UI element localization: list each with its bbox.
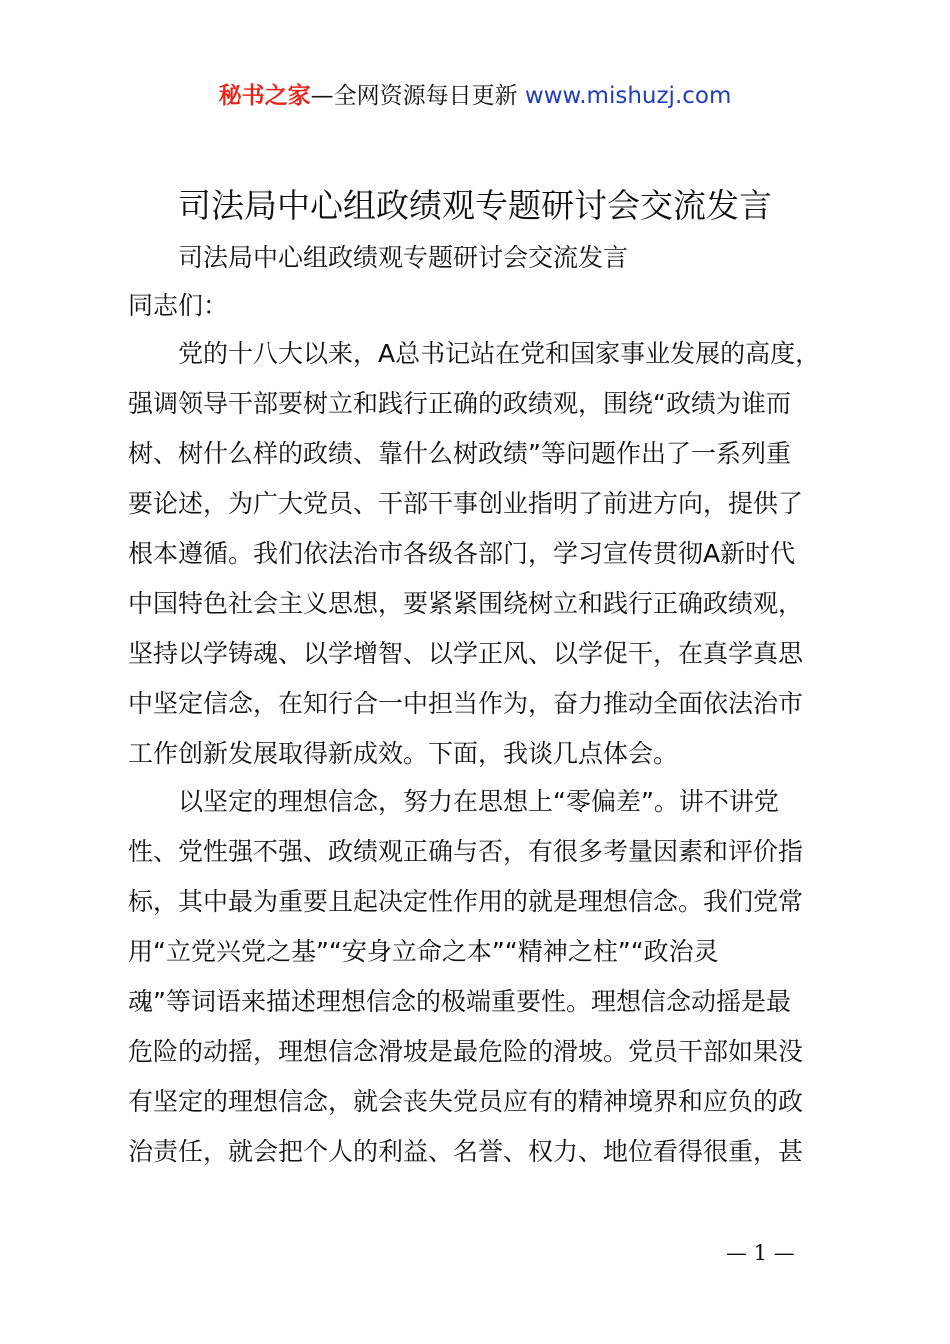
document-title: 司法局中心组政绩观专题研讨会交流发言: [178, 186, 772, 225]
text-line: 危险的动摇，理想信念滑坡是最危险的滑坡。党员干部如果没: [128, 1037, 804, 1066]
text-line: 治责任，就会把个人的利益、名誉、权力、地位看得很重，甚: [128, 1137, 804, 1166]
banner-tagline: —全网资源每日更新: [310, 83, 525, 109]
text-line: 根本遵循。我们依法治市各级各部门，学习宣传贯彻A新时代: [128, 539, 796, 568]
banner-url[interactable]: www.mishuzj.com: [524, 83, 732, 109]
salutation: 同志们：: [128, 291, 229, 320]
site-banner: [0, 78, 950, 114]
text-line: 工作创新发展取得新成效。下面，我谈几点体会。: [128, 739, 679, 768]
text-line: 中国特色社会主义思想，要紧紧围绕树立和践行正确政绩观，: [128, 589, 804, 618]
text-line: 坚持以学铸魂、以学增智、以学正风、以学促干，在真学真思: [128, 639, 804, 668]
text-line: 性、党性强不强、政绩观正确与否，有很多考量因素和评价指: [128, 837, 804, 866]
text-line: 有坚定的理想信念，就会丧失党员应有的精神境界和应负的政: [128, 1087, 804, 1116]
text-line: 强调领导干部要树立和践行正确的政绩观，围绕“政绩为谁而: [128, 389, 791, 418]
text-line: 党的十八大以来，A总书记站在党和国家事业发展的高度，: [178, 339, 821, 368]
text-line: 要论述，为广大党员、干部干事创业指明了前进方向，提供了: [128, 489, 804, 518]
document-subtitle: 司法局中心组政绩观专题研讨会交流发言: [178, 243, 629, 272]
text-line: 魂”等词语来描述理想信念的极端重要性。理想信念动摇是最: [128, 987, 791, 1016]
text-line: 中坚定信念，在知行合一中担当作为，奋力推动全面依法治市: [128, 689, 804, 718]
text-line: 用“立党兴党之基”“安身立命之本”“精神之柱”“政治灵: [128, 937, 719, 966]
text-line: 标，其中最为重要且起决定性作用的就是理想信念。我们党常: [128, 887, 804, 916]
brand-name: 秘书之家: [218, 83, 311, 109]
text-line: 以坚定的理想信念，努力在思想上“零偏差”。讲不讲党: [178, 787, 779, 816]
page-number: — 1 —: [726, 1241, 795, 1265]
text-line: 树、树什么样的政绩、靠什么树政绩”等问题作出了一系列重: [128, 439, 791, 468]
